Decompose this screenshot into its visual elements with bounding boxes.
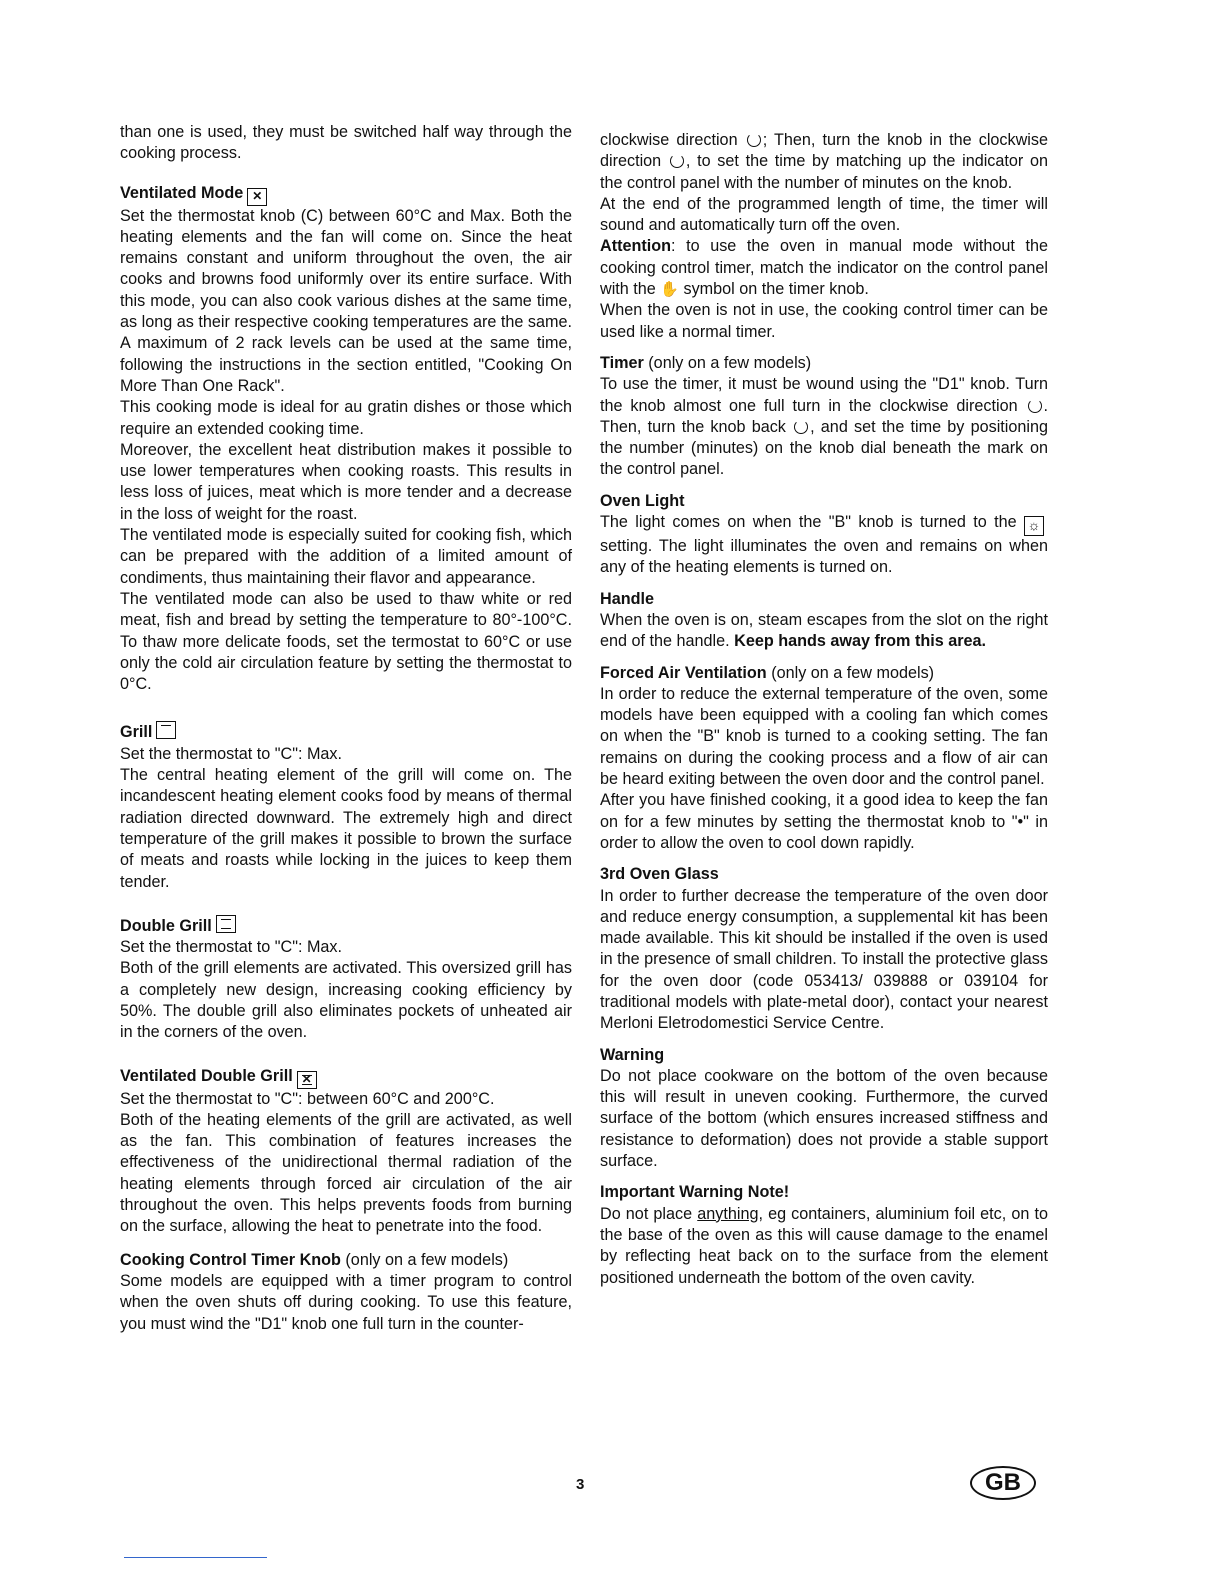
timer-knob-title: Cooking Control Timer Knob [120,1250,341,1269]
double-grill-section [120,915,572,1044]
important-warning-title: Important Warning Note! [600,1183,790,1202]
forced-air-text-2: After you have finished cooking, it a good idea to keep the fan on for a few minutes by setting the thermostat knob to "•" in order to allow the oven to cool down rapidly. [600,791,1048,852]
timer-continued-text: clockwise direction ; Then, turn the knob in the clockwise direction , to set the time by matching up the indicator on the control panel with the number of minutes on the knob. [600,131,1048,192]
timer-title: Timer [600,353,644,372]
ventilated-mode-text-2: This cooking mode is ideal for au gratin dishes or those which require an extended cooking time. [120,398,572,438]
timer-text: To use the timer, it must be wound using the "D1" knob. Turn the knob almost one full turn in the clockwise direction . Then, turn the knob back , and set the time by positioning the number (minutes) on the knob dial beneath the mark on the control panel. [600,375,1049,479]
counterclockwise-arrow-icon [794,420,808,434]
third-glass-text: In order to further decrease the temperature of the oven door and reduce energy consumption, a supplemental kit has been made available. This kit should be installed if the oven is used in the presence of small children. To install the protective glass for the oven door (code 053413/ 039888 or 039104 for traditional models with plate-metal door), contact your nearest Merloni Eletrodomestici Service Centre. [600,886,1048,1033]
timer-knob-text: Some models are equipped with a timer program to control when the oven shuts off during cooking. To use this feature, you must wind the "D1" knob one full turn in the counter- [120,1271,572,1333]
warning-title: Warning [600,1045,665,1064]
language-badge: GB [970,1466,1036,1500]
important-warning-section [600,1182,1048,1288]
handle-title: Handle [600,589,654,608]
grill-title: Grill [120,723,153,742]
timer-knob-note: (only on a few models) [345,1250,509,1269]
clockwise-arrow-icon [670,154,684,168]
forced-air-title: Forced Air Ventilation [600,663,767,682]
ventilated-mode-section [120,183,572,696]
attention-text-2: When the oven is not in use, the cooking control timer can be used like a normal timer. [600,301,1048,341]
footnote-divider [124,1557,267,1558]
oven-light-text: The light comes on when the "B" knob is turned to the ☼setting. The light illuminates the oven and remains on when any of the heating elements is turned on. [600,513,1048,577]
double-grill-icon [216,915,236,933]
light-bulb-icon: ☼ [1024,516,1044,536]
third-glass-title: 3rd Oven Glass [600,865,719,884]
page-number: 3 [576,1476,585,1493]
warning-section [600,1045,1048,1173]
ventilated-grill-icon: ✕ [297,1071,317,1089]
ventilated-mode-text-4: The ventilated mode is especially suited for cooking fish, which can be prepared with the addition of a limited amount of condiments, thus maintaining their flavor and appearance. [120,526,572,587]
grill-text: Set the thermostat to "C": Max. [120,744,343,763]
timer-section [600,353,1048,481]
intro-text: than one is used, they must be switched half way through the cooking process. [120,123,572,163]
ventilated-double-grill-text: Set the thermostat to "C": between 60°C and 200°C. [120,1089,495,1108]
grill-section [120,721,572,892]
right-column [600,130,1048,1289]
ventilated-mode-title: Ventilated Mode [120,183,244,202]
warning-text: Do not place cookware on the bottom of the oven because this will result in uneven cooking. Furthermore, the curved surface of the bottom (which ensures increased stiffness and resistance to deformation) does not provide a stable support surface. [600,1066,1048,1171]
double-grill-title: Double Grill [120,916,212,935]
oven-light-section [600,491,1048,579]
counterclockwise-arrow-icon [747,133,761,147]
third-glass-section [600,864,1048,1034]
timer-end-text: At the end of the programmed length of time, the timer will sound and automatically turn off the oven. [600,194,1048,235]
attention-text: Attention: to use the oven in manual mode without the cooking control timer, match the indicator on the control panel with the ✋ symbol on the timer knob. [600,237,1048,299]
manual-hand-icon: ✋ [660,281,679,299]
handle-text: When the oven is on, steam escapes from the slot on the right end of the handle. Keep hands away from this area. [600,610,1048,651]
grill-icon [156,721,176,739]
handle-section [600,589,1048,653]
left-column [120,122,572,1335]
double-grill-text: Set the thermostat to "C": Max. [120,938,343,957]
ventilated-mode-text: Set the thermostat knob (C) between 60°C and Max. Both the heating elements and the fan will come on. Since the heat remains constant and uniform throughout the oven, the air cooks and browns food uniformly over its entire surface. With this mode, you can also cook various dishes at the same time, as long as their respective cooking temperatures are the same. A maximum of 2 rack levels can be used at the same time, following the instructions in the section entitled, "Cooking On More Than One Rack". [120,206,572,395]
timer-knob-section [120,1250,572,1335]
forced-air-section [600,663,1048,855]
ventilated-mode-text-5: The ventilated mode can also be used to thaw white or red meat, fish and bread by setting the temperature to 80°-100°C. To thaw more delicate foods, set the termostat to 60°C or use only the cold air circulation feature by setting the thermostat to 0°C. [120,589,572,694]
ventilated-double-grill-title: Ventilated Double Grill [120,1066,293,1085]
oven-light-title: Oven Light [600,491,685,510]
timer-note: (only on a few models) [648,353,812,372]
double-grill-text-2: Both of the grill elements are activated. This oversized grill has a completely new design, increasing cooking efficiency by 50%. The double grill also eliminates pockets of unheated air in the corners of the oven. [120,959,572,1042]
ventilated-mode-text-3: Moreover, the excellent heat distribution makes it possible to use lower temperatures when cooking roasts. This results in less loss of juices, meat which is more tender and a decrease in the loss of weight for the roast. [120,440,572,523]
ventilated-oven-icon: ✕ [247,188,267,206]
ventilated-double-grill-text-2: Both of the heating elements of the grill are activated, as well as the fan. This combination of features increases the effectiveness of the unidirectional thermal radiation of the heating elements through forced air circulation of the air throughout the oven. This helps prevents foods from burning on the surface, allowing the heat to penetrate into the food. [120,1110,572,1236]
important-warning-text: Do not place anything, eg containers, aluminium foil etc, on to the base of the oven as this will cause damage to the enamel by reflecting heat back on to the surface from the element positioned underneath the bottom of the oven cavity. [600,1204,1048,1287]
clockwise-arrow-icon [1028,399,1042,413]
ventilated-double-grill-section [120,1066,572,1238]
forced-air-note: (only on a few models) [771,663,935,682]
forced-air-text: In order to reduce the external temperature of the oven, some models have been equipped with a cooling fan which comes on when the "B" knob is turned to a cooking setting. The fan remains on during the cooking process and a flow of air can be heard exiting between the oven door and the control panel. [600,684,1048,789]
grill-text-2: The central heating element of the grill will come on. The incandescent heating element cooks food by means of thermal radiation directed downward. The extremely high and direct temperature of the grill makes it possible to brown the surface of meats and roasts while locking in the juices to keep them tender. [120,766,572,891]
